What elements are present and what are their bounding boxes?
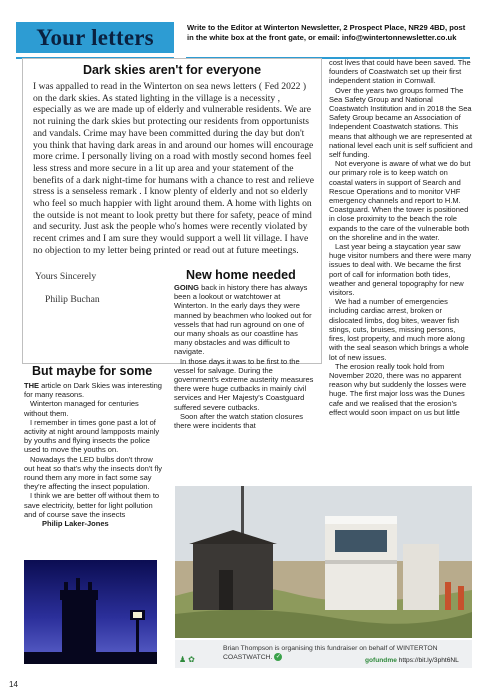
article-paragraph: Winterton managed for centuries without them. (24, 399, 139, 418)
gofundme-logo: gofundme (365, 657, 397, 664)
article-paragraph: Not everyone is aware of what we do but our primary role is to keep watch on coastal waters in support of Search and Rescue Operations and to monitor VHF emergency channels and report to H.M. Coastguard. When the tower is positioned in close proximity to the beach the role expands to the care of the vulnerable both on the shoreline and in the water. (329, 159, 471, 242)
church-tower-silhouette (24, 560, 157, 664)
letter-signature: Philip Buchan (45, 293, 100, 305)
verified-icon: ✓ (275, 654, 281, 661)
article-paragraph: Over the years two groups formed The Sea Safety Group and National Coastwatch Institution and in 2018 the Sea Safety Group became an Association of Independent Coastwatch stations. This means that although we are represented at national level each unit is self sufficient and self funding. (329, 85, 473, 160)
article-paragraph: The erosion really took hold from November 2020, there was no apparent reason why but suddenly the losses were huge. The first major loss was the Dunes cafe and we realised that the erosion's effect would soon impact on us but little (329, 361, 467, 417)
church-tower-photo (24, 560, 157, 664)
article-paragraph: Last year being a staycation year saw huge visitor numbers and there were many issues to deal with. We became the first port of call for information both tides, weather and general topography for new visitors. (329, 242, 472, 298)
coastwatch-scene (175, 486, 472, 638)
article-headline: New home needed (186, 268, 296, 282)
article-paragraph: GOING back in history there has always been a lookout or watchtower at Winterton. In the early days they were manned by beachmen who looked out for vessels that had run aground on one of our many shoals as our coastline has many obstacles and was difficult to navigate. (174, 283, 312, 357)
section-banner (16, 22, 174, 53)
share-icons (179, 655, 197, 664)
caption-line-2: COASTWATCH. ✓ (223, 654, 281, 661)
lead-word: GOING (174, 283, 200, 292)
page-number: 14 (9, 680, 18, 689)
letter-headline: Dark skies aren't for everyone (82, 63, 262, 77)
fundraiser-url[interactable]: https://bit.ly/3pht6NL (398, 657, 459, 664)
submission-line-2: in the white box at the front gate, or email: info@wintertonnewsletter.co.uk (187, 33, 457, 42)
article-paragraph: In those days it was to be first to the vessel for salvage. During the government's extreme austerity measures there were huge cutbacks in mainly civil services and Her Majesty's Coastguard suffered severe cutbacks. (174, 356, 314, 412)
caption-line-1: Brian Thompson is organising this fundraiser on behalf of WINTERTON (223, 645, 438, 652)
coastwatch-photo (175, 486, 472, 638)
letter-body: I was appalled to read in the Winterton on sea news letters ( Fed 2022 ) on the dark skies. As stated lighting in the village is a necessity , especially as we are made up of elderly and vulnerable residents. We are not ruining the dark skies but protecting our residents from opportunists and vandals. Crime may have been committed during the day but don't you think that having dark areas in and around our homes will encourage more crime. I personally living on a road with mostly second homes feel less stress and more secure in a lit up area and your statement of the benefits of a dark night-time for humans with a chance to rest and relieve stress is a senseless remark . I know plenty of elderly and not so elderly who feel so much happier with light around them. A home with lights on the outside is not meant to look pretty but there for safety, peace of mind and security. Just ask the people who's homes were recently violated by recent crimes and I am sure they would support a well lit village. I have no objection to my letter being printed or read out at future meetings. (33, 81, 315, 256)
leaf-icon: ✿ (188, 655, 197, 664)
article-paragraph: I remember in times gone past a lot of activity at night around lampposts mainly by youths and flying insects the police used to move the youths on. (24, 417, 160, 455)
article-paragraph: Nowadays the LED bulbs don't throw out heat so that's why the insects don't fly round them any more in fact some say they're affecting the insect population. (24, 454, 162, 492)
article-byline: Philip Laker-Jones (42, 519, 109, 529)
letter-closing: Yours Sincerely (35, 270, 97, 282)
article-headline: But maybe for some (32, 364, 153, 378)
fundraiser-caption (175, 640, 472, 668)
article-column (174, 283, 316, 430)
article-paragraph: I think we are better off without them to save electricity, better for light pollution and of course save the insects (24, 491, 160, 519)
article-paragraph: cost lives that could have been saved. The founders of Coastwatch set up their first independent station in Cornwall. (329, 58, 471, 86)
article-column-continued (329, 58, 473, 417)
article-paragraph: Soon after the watch station closures there were incidents that (174, 411, 303, 431)
lead-word: THE (24, 381, 39, 390)
article-column (24, 381, 164, 528)
fundraiser-link[interactable] (365, 656, 459, 665)
masthead (16, 22, 468, 56)
people-icon: ♟ (179, 655, 189, 664)
section-title: Your letters (36, 24, 154, 50)
article-paragraph: THE article on Dark Skies was interesting for many reasons. (24, 381, 162, 400)
submission-line-1: Write to the Editor at Winterton Newsletter, 2 Prospect Place, NR29 4BD, post (187, 23, 466, 32)
article-paragraph: We had a number of emergencies including cardiac arrest, broken or dislocated limbs, dog bites, weaver fish stings, cuts, bruises, missing persons, fires, lost property, and much more along with the seal season which brings a whole lot of new issues. (329, 297, 469, 362)
submission-info (187, 23, 472, 43)
